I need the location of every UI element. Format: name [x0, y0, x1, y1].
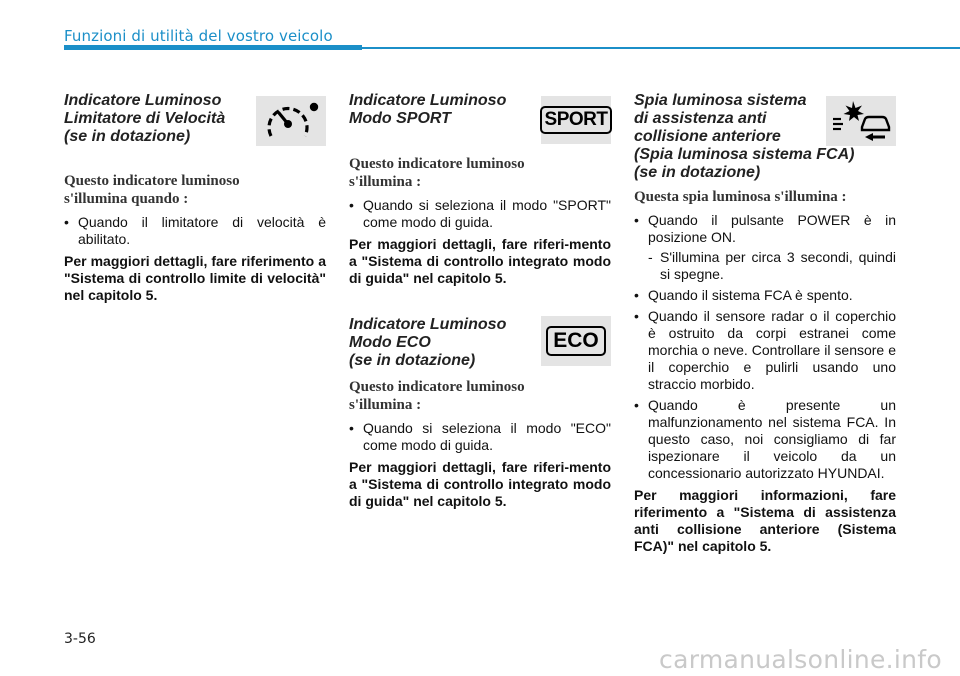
- reference-note: Per maggiori informazioni, fare riferimento a "Sistema di assistenza anti collisione anteriore (Sistema FCA)" nel capitolo 5.: [634, 487, 896, 554]
- lead-text: [349, 378, 611, 414]
- lead-text: [349, 155, 611, 191]
- reference-note: Per maggiori dettagli, fare riferi-mento a "Sistema di controllo integrato modo di guida" nel capitolo 5.: [349, 236, 611, 286]
- title-line: Indicatore Luminoso: [349, 92, 507, 109]
- lead-text: [64, 172, 326, 208]
- title-line: Modo ECO: [349, 334, 431, 351]
- title-line: Spia luminosa sistema: [634, 92, 807, 109]
- list-item: • Quando si seleziona il modo "ECO" come modo di guida.: [349, 420, 611, 454]
- column-speed-limiter: [64, 92, 326, 304]
- lead-line: Questo indicatore luminoso: [349, 379, 525, 395]
- eco-mode-icon: [541, 316, 611, 366]
- header-rule-thin: [362, 47, 960, 49]
- speed-limiter-icon: [256, 96, 326, 146]
- lead-line: s'illumina :: [349, 174, 422, 190]
- eco-label: ECO: [546, 326, 606, 356]
- sub-list-item: - S'illumina per circa 3 secondi, quindi si spegne.: [648, 249, 896, 283]
- lead-line: Questo indicatore luminoso: [349, 156, 525, 172]
- column-drive-modes: [349, 92, 611, 510]
- title-line: Modo SPORT: [349, 110, 451, 127]
- bullet-list: [349, 420, 611, 454]
- bullet-list: [64, 214, 326, 248]
- header-title: Funzioni di utilità del vostro veicolo: [64, 27, 333, 45]
- page-number: 3-56: [64, 631, 96, 647]
- reference-note: Per maggiori dettagli, fare riferimento a "Sistema di controllo limite di velocità" nel capitolo 5.: [64, 253, 326, 303]
- column-fca: [634, 92, 896, 555]
- list-item: [634, 212, 896, 283]
- title-line: Limitatore di Velocità: [64, 110, 226, 127]
- section-header-sport: [349, 92, 611, 128]
- title-line: (se in dotazione): [634, 164, 761, 181]
- sport-mode-icon: [541, 96, 611, 144]
- title-line: Indicatore Luminoso: [349, 316, 507, 333]
- list-item: • Quando il sistema FCA è spento.: [634, 287, 896, 304]
- lead-line: Questo indicatore luminoso: [64, 173, 240, 189]
- list-item: • Quando si seleziona il modo "SPORT" come modo di guida.: [349, 197, 611, 231]
- list-item: • Quando il limitatore di velocità è abilitato.: [64, 214, 326, 248]
- section-header-eco: [349, 316, 611, 370]
- list-item-text: Quando il pulsante POWER è in posizione ON.: [648, 212, 896, 245]
- sub-list: [648, 249, 896, 283]
- title-line: collisione anteriore: [634, 128, 781, 145]
- watermark: carmanualsonline.info: [659, 645, 942, 674]
- lead-line: s'illumina :: [349, 397, 422, 413]
- title-line: (Spia luminosa sistema FCA): [634, 146, 855, 163]
- sport-label: SPORT: [540, 106, 613, 134]
- section-header: [634, 92, 896, 182]
- title-line: (se in dotazione): [64, 128, 191, 145]
- title-line: di assistenza anti: [634, 110, 767, 127]
- list-item: • Quando il sensore radar o il coperchio è ostruito da corpi estranei come morchia o neve. Controllare il sensore e il coperchio e pulirli usando uno straccio morbido.: [634, 308, 896, 393]
- forward-collision-icon: [826, 96, 896, 146]
- list-item: • Quando è presente un malfunzionamento nel sistema FCA. In questo caso, noi consigliamo di far ispezionare il veicolo da un concessionario autorizzato HYUNDAI.: [634, 397, 896, 482]
- title-line: Indicatore Luminoso: [64, 92, 222, 109]
- section-header: [64, 92, 326, 146]
- lead-text: Questa spia luminosa s'illumina :: [634, 189, 847, 205]
- lead-line: s'illumina quando :: [64, 191, 189, 207]
- reference-note: Per maggiori dettagli, fare riferi-mento a "Sistema di controllo integrato modo di guida" nel capitolo 5.: [349, 459, 611, 509]
- bullet-list: [349, 197, 611, 231]
- bullet-list: [634, 212, 896, 482]
- header-rule-thick: [64, 45, 362, 50]
- title-line: (se in dotazione): [349, 352, 476, 369]
